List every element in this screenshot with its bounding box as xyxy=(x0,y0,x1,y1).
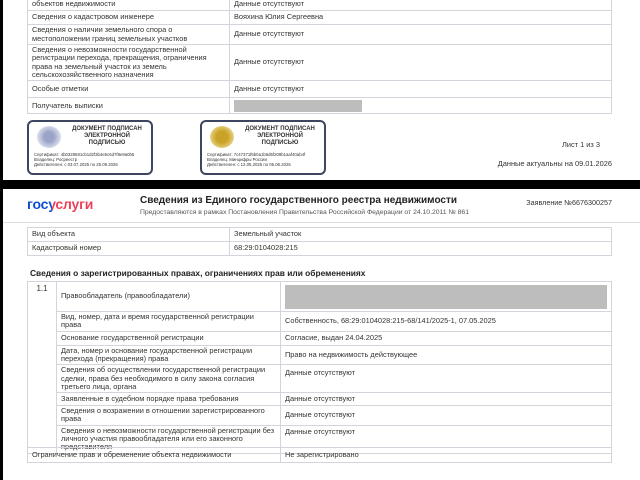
stamp-cert-info xyxy=(34,152,134,167)
signature-stamp-rosreestr xyxy=(27,120,153,175)
stamp-cert-info xyxy=(207,152,305,167)
row-label: объектов недвижимости xyxy=(28,0,230,11)
row-label: Кадастровый номер xyxy=(28,242,230,256)
object-table xyxy=(27,227,612,256)
row-value: Данные отсутствуют xyxy=(230,45,612,81)
row-label: Сведения о невозможности государственной регистрации без личного участия правообладателя или его законного представителя xyxy=(57,425,281,453)
restriction-table xyxy=(27,447,612,463)
row-value: Данные отсутствуют xyxy=(281,425,612,453)
coat-of-arms-icon xyxy=(210,126,234,148)
page1-table xyxy=(27,0,612,114)
row-value: Данные отсутствуют xyxy=(281,393,612,406)
redacted-block xyxy=(285,285,607,309)
row-value: Собственность, 68:29:0104028:215-68/141/2025-1, 07.05.2025 xyxy=(281,312,612,332)
recipient-value xyxy=(230,98,612,114)
row-value: Согласие, выдан 24.04.2025 xyxy=(281,331,612,345)
signature-stamp-mintsifry xyxy=(200,120,326,175)
application-number: Заявление №6676300257 xyxy=(526,198,612,207)
page-title: Сведения из Единого государственного реестра недвижимости xyxy=(140,195,458,206)
page-separator xyxy=(0,180,640,189)
rights-table xyxy=(27,281,612,454)
row-value: Вояхина Юлия Сергеевна xyxy=(230,11,612,25)
stamp-owner: Владелец: Росреестр xyxy=(34,157,78,162)
row-label: Ограничение прав и обременение объекта недвижимости xyxy=(28,448,281,463)
redacted-block xyxy=(234,100,362,112)
actual-date: Данные актуальны на 09.01.2026 xyxy=(497,159,612,168)
row-label: Сведения о кадастровом инженере xyxy=(28,11,230,25)
section-title: Сведения о зарегистрированных правах, ограничениях прав или обременениях xyxy=(30,268,366,278)
row-label: Сведения о наличии земельного спора о местоположении границ земельных участков xyxy=(28,25,230,45)
row-label: Вид объекта xyxy=(28,228,230,242)
stamp-cert: Сертификат: 7c47371f6b0a1b6d5f209b1aaf40ab4f xyxy=(207,152,306,157)
left-edge xyxy=(0,0,3,480)
row-label: Особые отметки xyxy=(28,81,230,98)
row-value: Данные отсутствуют xyxy=(230,81,612,98)
logo-text: госуслуги xyxy=(27,196,94,212)
stamp-cert: Сертификат: 4b0328681cb1d2f3b4e5c6d7f8e9a0b5 xyxy=(34,152,135,157)
page-subtitle: Предоставляются в рамках Постановления Правительства Российской Федерации от 24.10.2011 № 861 xyxy=(140,209,469,216)
row-value: Данные отсутствуют xyxy=(281,365,612,393)
stamp-title: ДОКУМЕНТ ПОДПИСАН ЭЛЕКТРОННОЙ ПОДПИСЬЮ xyxy=(72,126,142,146)
stamp-valid: Действителен: с 12.05.2025 по 05.06.2026 xyxy=(207,162,291,167)
stamp-owner: Владелец: Минцифры России xyxy=(207,157,267,162)
owner-value xyxy=(281,282,612,312)
stamp-title: ДОКУМЕНТ ПОДПИСАН ЭЛЕКТРОННОЙ ПОДПИСЬЮ xyxy=(245,126,315,146)
row-label: Сведения о возражении в отношении зарегистрированного права xyxy=(57,406,281,426)
row-value: Данные отсутствуют xyxy=(281,406,612,426)
row-value: Не зарегистрировано xyxy=(281,448,612,463)
right-number: 1.1 xyxy=(28,282,57,454)
row-label: Заявленные в судебном порядке права требования xyxy=(57,393,281,406)
row-value: Данные отсутствуют xyxy=(230,0,612,11)
rosreestr-emblem-icon xyxy=(37,126,61,148)
header-divider xyxy=(3,222,640,223)
row-value: Право на недвижимость действующее xyxy=(281,345,612,365)
row-label: Сведения о невозможности государственной регистрации перехода, прекращения, ограничения права на земельный участок из земель сельскохозяйственного назначения xyxy=(28,45,230,81)
sheet-number: Лист 1 из 3 xyxy=(562,140,600,149)
row-label: Правообладатель (правообладатели) xyxy=(57,282,281,312)
row-label: Дата, номер и основание государственной регистрации перехода (прекращения) права xyxy=(57,345,281,365)
row-value: 68:29:0104028:215 xyxy=(230,242,612,256)
gosuslugi-logo xyxy=(27,196,93,212)
stamp-valid: Действителен: с 03.07.2025 по 25.09.2026 xyxy=(34,162,118,167)
row-label: Получатель выписки xyxy=(28,98,230,114)
row-value: Земельный участок xyxy=(230,228,612,242)
row-label: Вид, номер, дата и время государственной регистрации права xyxy=(57,312,281,332)
row-label: Основание государственной регистрации xyxy=(57,331,281,345)
row-label: Сведения об осуществлении государственной регистрации сделки, права без необходимого в силу закона согласия третьего лица, органа xyxy=(57,365,281,393)
row-value: Данные отсутствуют xyxy=(230,25,612,45)
